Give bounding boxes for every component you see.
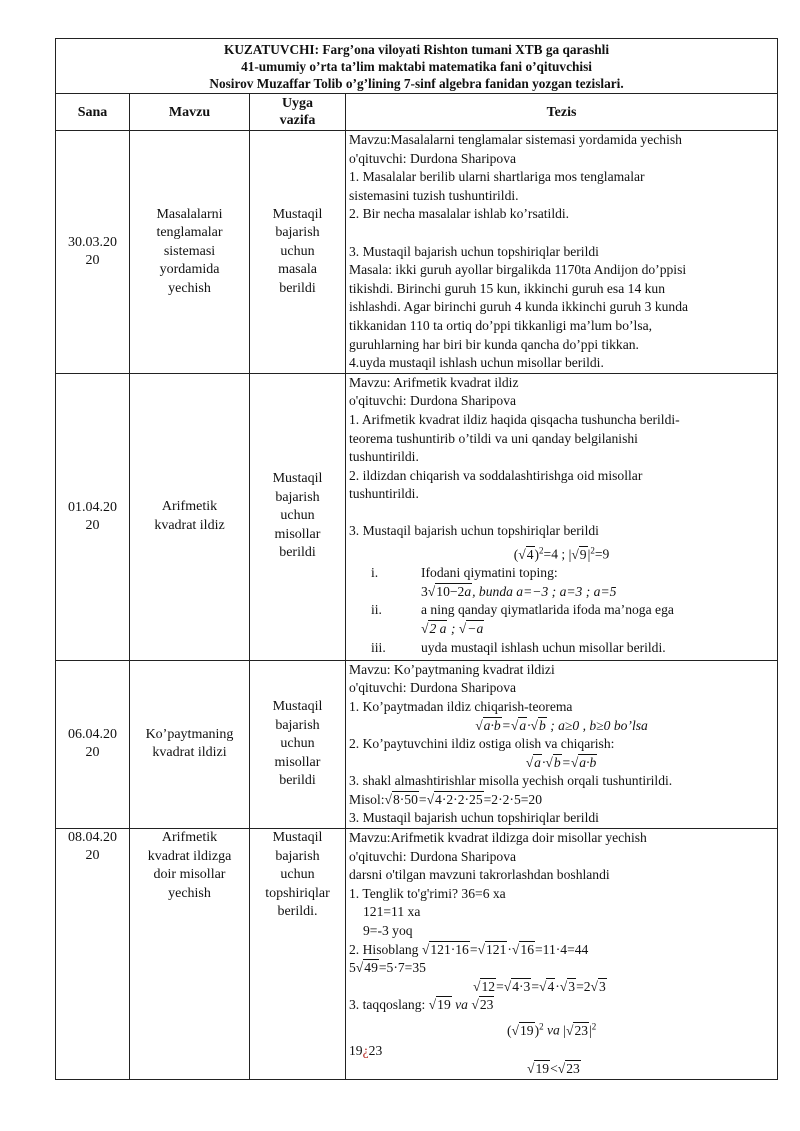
- topic-line: kvadrat ildizga: [147, 848, 232, 864]
- calc-formula: 5√49=5·7=35: [349, 960, 426, 976]
- thesis-line: 1. Tenglik to'g'rimi? 36=6 xa: [349, 885, 506, 901]
- table-row: [56, 373, 778, 660]
- calc-formula: √12=√4·3=√4·√3=2√3: [473, 978, 606, 994]
- date-part: 20: [85, 745, 100, 761]
- thesis-line: tushuntirildi.: [349, 449, 419, 465]
- topic-line: Masalalarni: [156, 206, 223, 222]
- date-cell: [56, 829, 130, 1080]
- thesis-line: 2. ildizdan chiqarish va soddalashtirishga oid misollar: [349, 467, 643, 483]
- thesis-line: 1. Ko’paytmadan ildiz chiqarish-teorema: [349, 698, 573, 714]
- compare-result: 19¿23: [349, 1042, 383, 1058]
- formula-result: =4 ;: [543, 546, 566, 562]
- homework-cell: [250, 131, 346, 374]
- thesis-line: o'qituvchi: Durdona Sharipova: [349, 848, 517, 864]
- thesis-cell: [346, 373, 778, 660]
- homework-line: berildi.: [277, 904, 318, 920]
- date-part: 30.03.20: [68, 234, 117, 250]
- date-cell: [56, 373, 130, 660]
- topic-cell: [130, 660, 250, 828]
- list-item: [349, 639, 774, 658]
- radicand: 4: [526, 546, 534, 562]
- table-row: [56, 829, 778, 1080]
- thesis-line: o'qituvchi: Durdona Sharipova: [349, 150, 517, 166]
- header-line-2: 41-umumiy o’rta ta’lim maktabi matematika fani o’qituvchisi: [241, 59, 592, 74]
- homework-line: uchun: [280, 736, 315, 752]
- thesis-line: Masala: ikki guruh ayollar birgalikda 1170ta Andijon do’ppisi: [349, 262, 687, 278]
- expression: 3√10−2a, bunda a=−3 ; a=3 ; a=5: [421, 583, 617, 599]
- topic-line: yechish: [168, 885, 211, 901]
- example-formula: Misol:√8·50=√4·2·2·25=2·2·5=20: [349, 791, 542, 807]
- thesis-line: guruhlarning har biri bir kunda qancha do’ppi tikkan.: [349, 336, 639, 352]
- homework-line: topshiriqlar: [265, 885, 330, 901]
- document-header: [56, 39, 778, 94]
- thesis-cell: [346, 131, 778, 374]
- header-line-3: Nosirov Muzaffar Tolib o’g’lining 7-sinf algebra fanidan yozgan tezislari.: [209, 76, 624, 91]
- topic-line: doir misollar: [153, 867, 226, 883]
- topic-cell: [130, 829, 250, 1080]
- thesis-line: 4.uyda mustaqil ishlash uchun misollar berildi.: [349, 355, 604, 371]
- homework-line: berildi: [279, 545, 316, 561]
- topic-line: yechish: [168, 280, 211, 296]
- topic-line: Arifmetik: [161, 830, 218, 846]
- list-text: uyda mustaqil ishlash uchun misollar berildi.: [421, 639, 666, 655]
- date-part: 08.04.20: [68, 830, 117, 846]
- topic-line: sistemasi: [163, 243, 216, 259]
- list-number: i.: [371, 565, 379, 581]
- column-header-row: [56, 94, 778, 131]
- homework-line: bajarish: [275, 489, 320, 505]
- homework-line: bajarish: [275, 848, 320, 864]
- move-formula: √a·√b=√a·b: [525, 754, 597, 770]
- thesis-line: 3. shakl almashtirishlar misolla yechish orqali tushuntirildi.: [349, 773, 673, 789]
- date-part: 20: [85, 252, 100, 268]
- formula-square-roots: $(√4)^2=4$ ; $|√9|^2=9$: [513, 545, 610, 562]
- thesis-line: 121=11 xa: [363, 904, 421, 920]
- thesis-line: 3. Mustaqil bajarish uchun topshiriqlar berildi: [349, 810, 599, 826]
- thesis-line: Mavzu:Masalalarni tenglamalar sistemasi yordamida yechish: [349, 132, 682, 147]
- list-item: [349, 564, 774, 583]
- homework-line: bajarish: [275, 717, 320, 733]
- homework-line: berildi: [279, 773, 316, 789]
- thesis-line: 9=-3 yoq: [363, 923, 413, 939]
- homework-cell: [250, 660, 346, 828]
- homework-line: misollar: [274, 754, 321, 770]
- homework-line: uchun: [280, 243, 315, 259]
- date-part: 06.04.20: [68, 727, 117, 743]
- expression: √2 a ; √−a: [421, 620, 484, 636]
- homework-line: uchun: [280, 867, 315, 883]
- homework-cell: [250, 373, 346, 660]
- thesis-line: o'qituvchi: Durdona Sharipova: [349, 680, 517, 696]
- list-number: iii.: [371, 639, 386, 655]
- theorem-formula: √a·b=√a·√b ; a≥0 , b≥0 bo’lsa: [475, 717, 648, 733]
- thesis-line: ishlashdi. Agar birinchi guruh 4 kunda ikkinchi guruh 3 kunda: [349, 299, 689, 315]
- power-formula: $(√19)^2$ va $|√23|^2$: [507, 1021, 597, 1038]
- thesis-line: tikishdi. Birinchi guruh 15 kun, ikkinchi guruh esa 14 kun: [349, 280, 666, 296]
- thesis-document: [55, 38, 777, 1080]
- homework-line: Mustaqil: [272, 830, 323, 846]
- topic-line: Ko’paytmaning: [145, 726, 234, 742]
- column-header-uyga: Uyga: [281, 96, 314, 111]
- column-header-sana: Sana: [56, 94, 130, 131]
- thesis-line: Mavzu: Arifmetik kvadrat ildiz: [349, 374, 519, 390]
- thesis-line: 2. Ko’paytuvchini ildiz ostiga olish va chiqarish:: [349, 736, 615, 752]
- thesis-line: o'qituvchi: Durdona Sharipova: [349, 393, 517, 409]
- thesis-line: tikkanidan 110 ta ortiq do’ppi tikkanligi ma’lum bo’lsa,: [349, 317, 653, 333]
- homework-line: Mustaqil: [272, 206, 323, 222]
- topic-line: kvadrat ildiz: [154, 517, 225, 533]
- date-cell: [56, 660, 130, 828]
- column-header-tezis: Tezis: [346, 94, 778, 131]
- topic-line: kvadrat ildizi: [152, 745, 227, 761]
- header-line-1: KUZATUVCHI: Farg’ona viloyati Rishton tumani XTB ga qarashli: [223, 42, 610, 57]
- thesis-line: teorema tushuntirib o’tildi va uni qanday belgilanishi: [349, 430, 638, 446]
- list-number: ii.: [371, 602, 382, 618]
- final-formula: √19<√23: [527, 1061, 580, 1077]
- thesis-line: sistemasini tuzish tushuntirildi.: [349, 187, 519, 203]
- topic-cell: [130, 373, 250, 660]
- thesis-cell: [346, 829, 778, 1080]
- homework-line: uchun: [280, 508, 315, 524]
- homework-line: berildi: [279, 280, 316, 296]
- thesis-line: 1. Arifmetik kvadrat ildiz haqida qisqacha tushuncha berildi-: [349, 411, 680, 427]
- compare-formula: 3. taqqoslang: √19 va √23: [349, 997, 494, 1013]
- calc-formula: 2. Hisoblang √121·16=√121·√16=11·4=44: [349, 941, 589, 957]
- homework-line: Mustaqil: [272, 471, 323, 487]
- thesis-line: 3. Mustaqil bajarish uchun topshiriqlar berildi: [349, 243, 599, 259]
- date-part: 20: [85, 848, 100, 864]
- thesis-cell: [346, 660, 778, 828]
- thesis-line: 3. Mustaqil bajarish uchun topshiriqlar berildi: [349, 523, 599, 539]
- table-row: [56, 131, 778, 374]
- homework-line: Mustaqil: [272, 699, 323, 715]
- table-row: [56, 660, 778, 828]
- homework-line: misollar: [274, 526, 321, 542]
- column-header-mavzu: Mavzu: [130, 94, 250, 131]
- formula-result: =9: [594, 546, 610, 562]
- topic-line: tenglamalar: [156, 225, 223, 241]
- date-part: 01.04.20: [68, 499, 117, 515]
- column-header-uyga-vazifa: [250, 94, 346, 131]
- homework-line: bajarish: [275, 225, 320, 241]
- thesis-table: [55, 38, 778, 1080]
- radicand: 9: [579, 546, 587, 562]
- thesis-line: darsni o'tilgan mavzuni takrorlashdan boshlandi: [349, 867, 610, 883]
- topic-line: Arifmetik: [161, 499, 218, 515]
- thesis-line: Mavzu:Arifmetik kvadrat ildizga doir misollar yechish: [349, 830, 647, 846]
- date-part: 20: [85, 517, 100, 533]
- thesis-line: Mavzu: Ko’paytmaning kvadrat ildizi: [349, 661, 555, 677]
- column-header-vazifa: vazifa: [279, 113, 316, 128]
- topic-line: yordamida: [159, 262, 220, 278]
- topic-cell: [130, 131, 250, 374]
- thesis-line: 1. Masalalar berilib ularni shartlariga mos tenglamalar: [349, 169, 645, 185]
- date-cell: [56, 131, 130, 374]
- thesis-line: 2. Bir necha masalalar ishlab ko’rsatildi.: [349, 206, 570, 222]
- thesis-line: tushuntirildi.: [349, 486, 419, 502]
- list-item: [349, 601, 774, 620]
- list-text: Ifodani qiymatini toping:: [421, 565, 558, 581]
- homework-line: masala: [278, 262, 317, 278]
- homework-cell: [250, 829, 346, 1080]
- list-text: a ning qanday qiymatlarida ifoda ma’noga ega: [421, 602, 674, 618]
